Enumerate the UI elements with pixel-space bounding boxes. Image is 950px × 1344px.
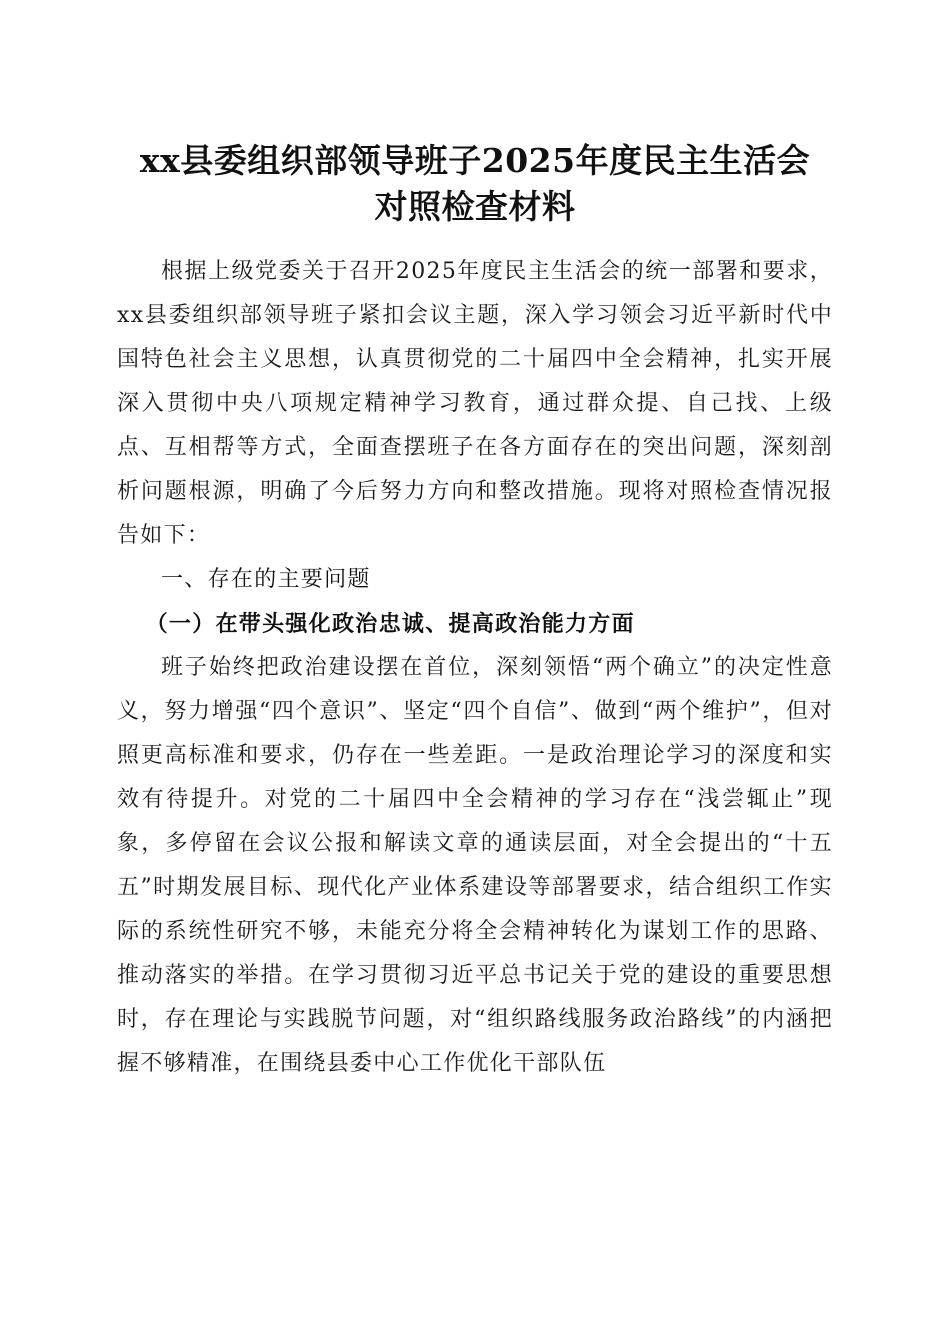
section-heading: 一、存在的主要问题 bbox=[161, 567, 371, 592]
document-body bbox=[117, 250, 833, 1086]
body-paragraph: 班子始终把政治建设摆在首位，深刻领悟“两个确立”的决定性意义，努力增强“四个意识”、坚定“四个自信”、做到“两个维护”，但对照更高标准和要求，仍存在一些差距。一是政治理论学习的深度和实效有待提升。对党的二十届四中全会精神的学习存在“浅尝辄止”现象，多停留在会议公报和解读文章的通读层面，对全会提出的“十五五”时期发展目标、现代化产业体系建设等部署要求，结合组织工作实际的系统性研究不够，未能充分将全会精神转化为谋划工作的思路、推动落实的举措。在学习贯彻习近平总书记关于党的建设的重要思想时，存在理论与实践脱节问题，对“组织路线服务政治路线”的内涵把握不够精准，在围绕县委中心工作优化干部队伍 bbox=[117, 655, 833, 1076]
title-line-2: 对照检查材料 bbox=[374, 187, 576, 226]
document-title bbox=[0, 138, 950, 230]
subsection-heading: （一）在带头强化政治忠诚、提高政治能力方面 bbox=[145, 611, 635, 637]
intro-paragraph: 根据上级党委关于召开2025年度民主生活会的统一部署和要求，xx县委组织部领导班子紧扣会议主题，深入学习领会习近平新时代中国特色社会主义思想，认真贯彻党的二十届四中全会精神，扎实开展深入贯彻中央八项规定精神学习教育，通过群众提、自己找、上级点、互相帮等方式，全面查摆班子在各方面存在的突出问题，深刻剖析问题根源，明确了今后努力方向和整改措施。现将对照检查情况报告如下： bbox=[117, 259, 833, 548]
title-line-1: xx县委组织部领导班子2025年度民主生活会 bbox=[139, 141, 811, 180]
